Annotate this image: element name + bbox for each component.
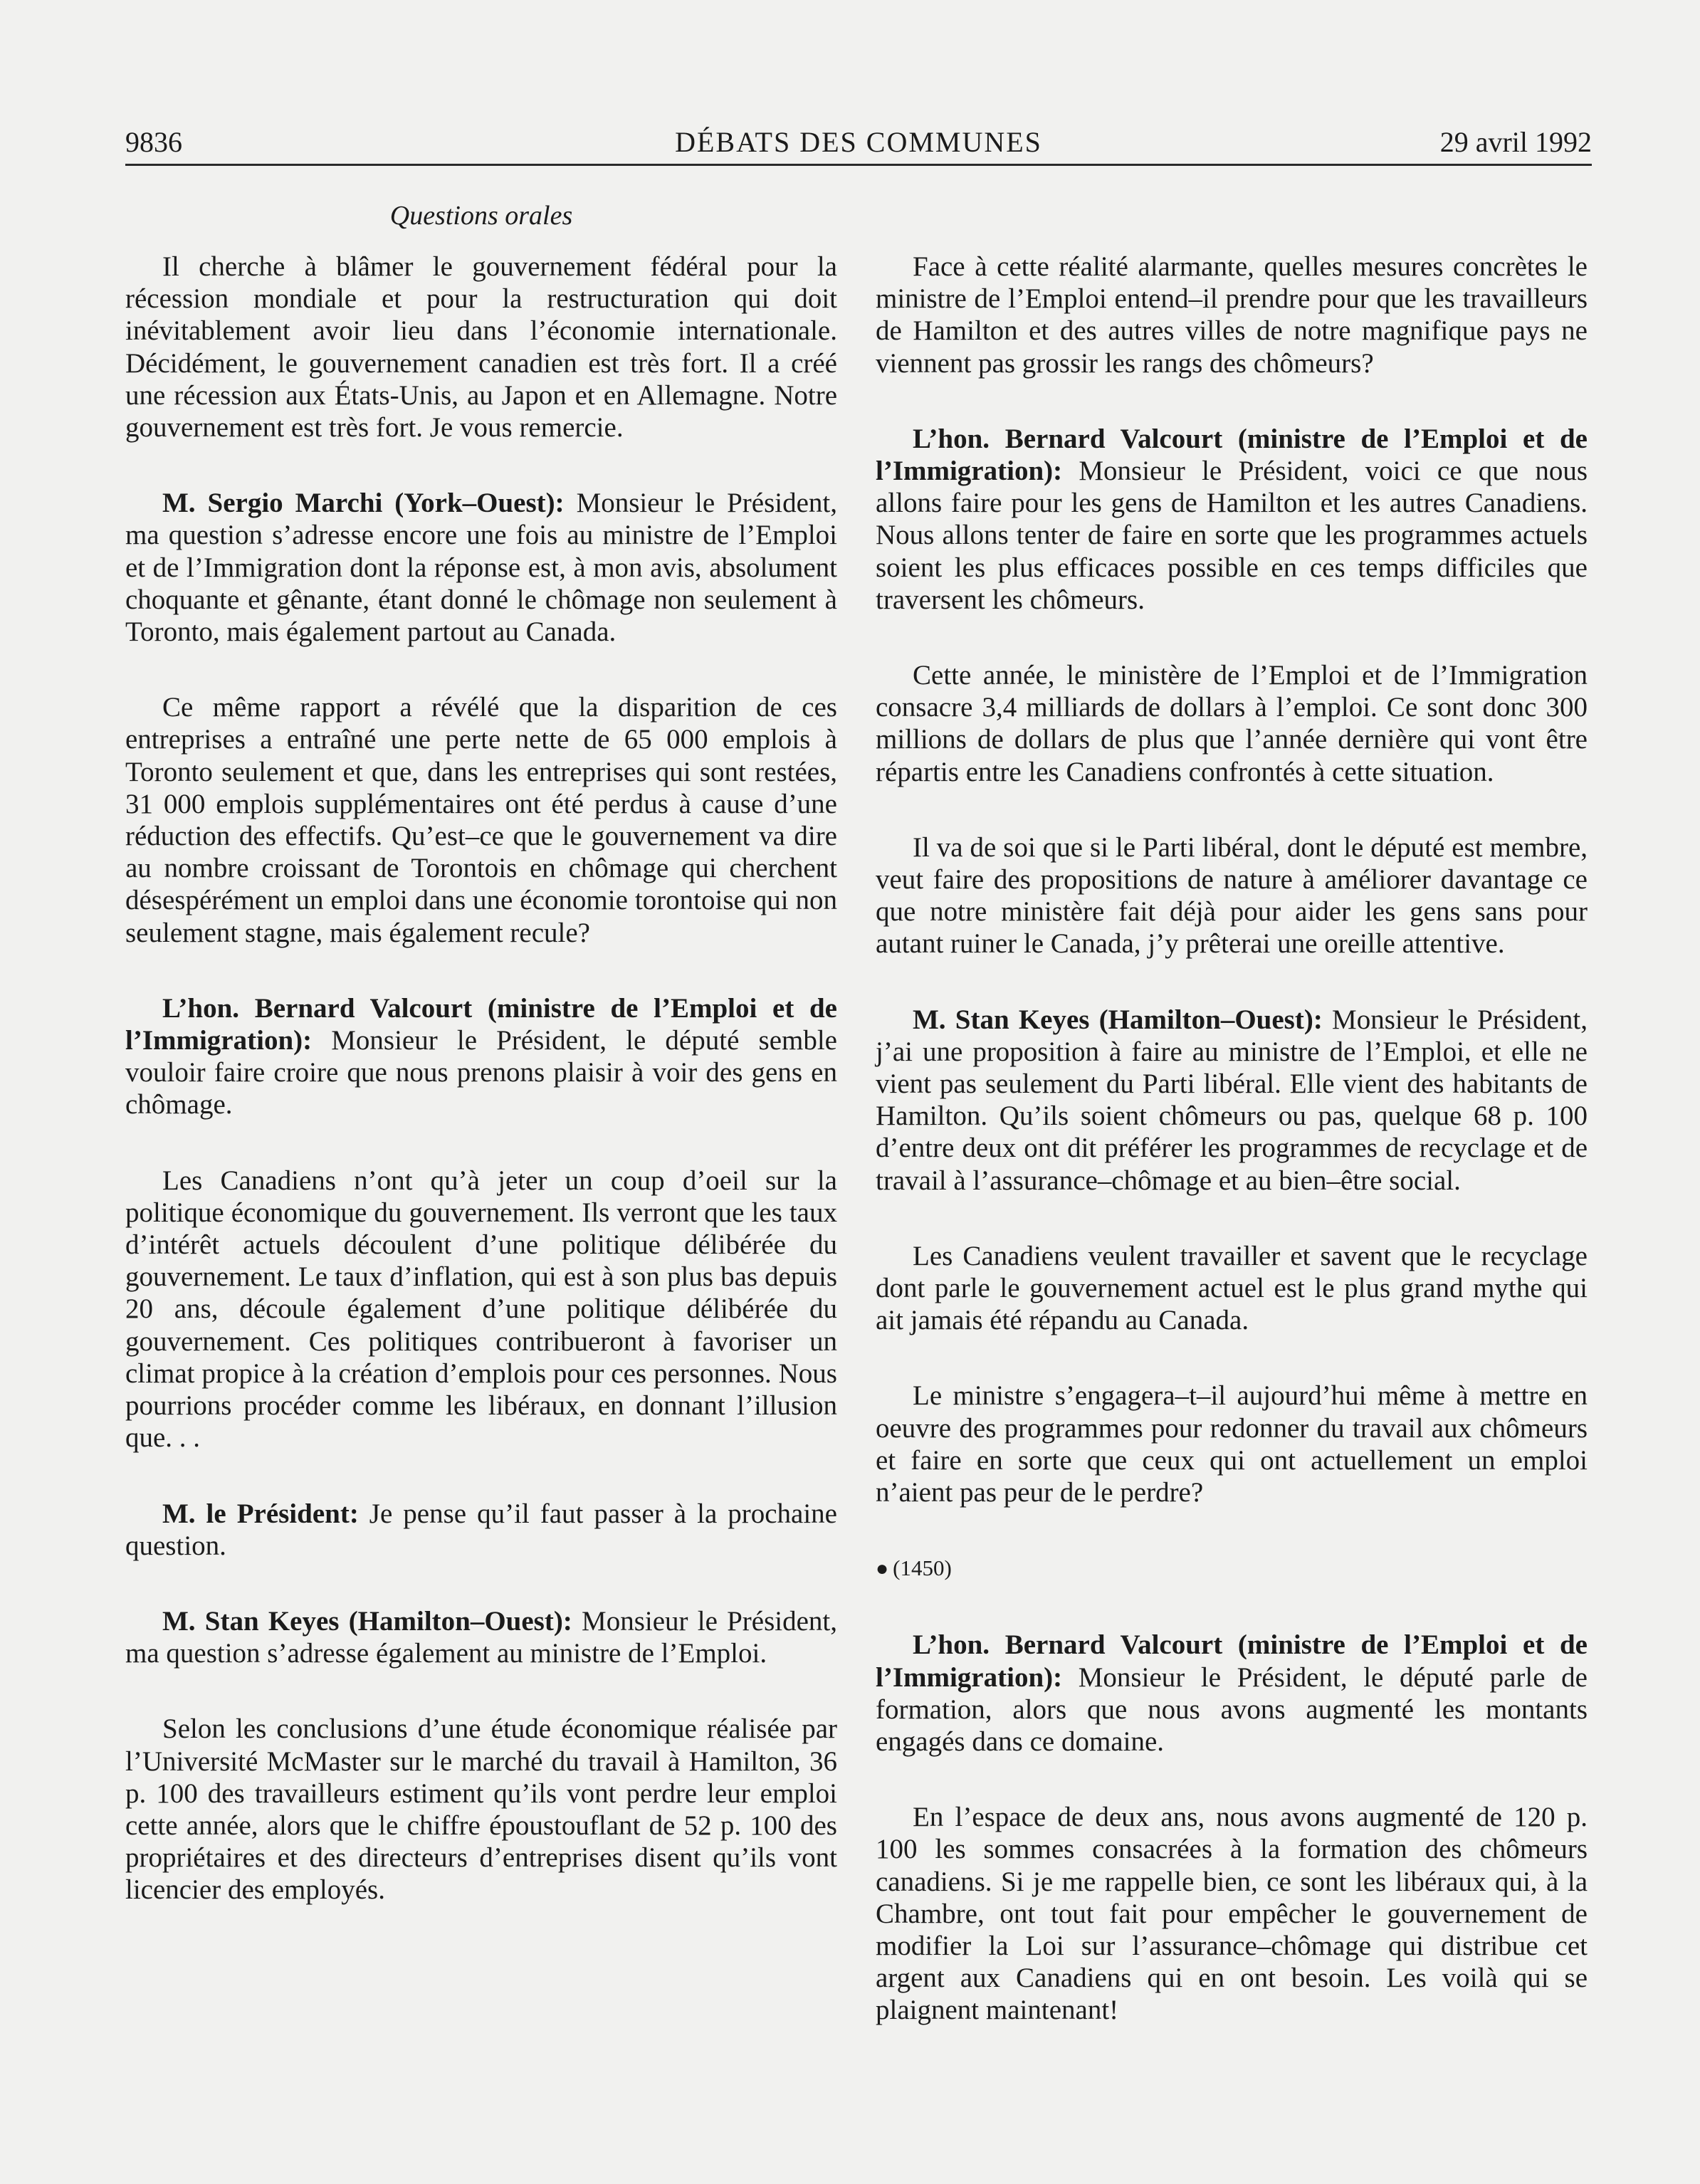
paragraph-text: Cette année, le ministère de l’Emploi et de l’Immigration consacre 3,4 milliards de dollars à l’emploi. Ce sont donc 300 millions de dollars de plus que l’année dernière qui vont être répartis entre les Canadiens confrontés à cette situation.	[876, 660, 1588, 787]
speaker: M. le Président:	[162, 1498, 359, 1529]
speaker: M. Stan Keyes (Hamilton–Ouest):	[162, 1605, 572, 1637]
time-marker	[876, 1552, 1588, 1585]
paragraph	[125, 992, 837, 1121]
paragraph-text: Il va de soi que si le Parti libéral, dont le député est membre, veut faire des propositions de nature à améliorer davantage ce que notre ministère fait déjà pour aider les gens sans pour autant ruiner le Canada, j’y prêterai une oreille attentive.	[876, 831, 1588, 960]
paragraph	[125, 1498, 837, 1562]
speaker: L’hon. Bernard Valcourt (ministre de l’Emploi et de l’Immigration):	[876, 423, 1588, 487]
paragraph	[125, 1165, 837, 1454]
paragraph-text: Les Canadiens veulent travailler et savent que le recyclage dont parle le gouvernement actuel est le plus grand mythe qui ait jamais été répandu au Canada.	[876, 1240, 1588, 1336]
paragraph-text: Monsieur le Président, le député semble vouloir faire croire que nous prenons plaisir à voir des gens en chômage.	[125, 1025, 837, 1120]
paragraph	[876, 1629, 1588, 1758]
paragraph-text: Les Canadiens n’ont qu’à jeter un coup d’oeil sur la politique économique du gouvernement. Ils verront que les taux d’intérêt actuels découlent d’une politique délibérée du gouvernement. Le taux d’inflation, qui est à son plus bas depuis 20 ans, découle également d’une politique délibérée du gouvernement. Ces politiques contribueront à favoriser un climat propice à la création d’emplois pour ces personnes. Nous pourrions procéder comme les libéraux, en donnant l’illusion que. . .	[125, 1165, 837, 1454]
paragraph-text: Je pense qu’il faut passer à la prochaine question.	[125, 1498, 837, 1561]
speaker: L’hon. Bernard Valcourt (ministre de l’Emploi et de l’Immigration):	[125, 992, 837, 1056]
paragraph-text: Le ministre s’engagera–t–il aujourd’hui même à mettre en oeuvre des programmes pour redonner du travail aux chômeurs et faire en sorte que ceux qui ont actuellement un emploi n’aient pas peur de le perdre?	[876, 1380, 1588, 1508]
speaker: L’hon. Bernard Valcourt (ministre de l’Emploi et de l’Immigration):	[876, 1629, 1588, 1693]
page-number: 9836	[125, 126, 182, 158]
speaker: M. Stan Keyes (Hamilton–Ouest):	[913, 1004, 1323, 1035]
paragraph-text: Monsieur le Président, voici ce que nous allons faire pour les gens de Hamilton et les autres Canadiens. Nous allons tenter de faire en sorte que les programmes actuels soient les plus efficaces possible en ces temps difficiles que traversent les chômeurs.	[876, 456, 1588, 615]
paragraph	[876, 1004, 1588, 1197]
paragraph	[876, 831, 1588, 960]
publication-date: 29 avril 1992	[1439, 126, 1592, 158]
paragraph-text: Monsieur le Président, le député parle de formation, alors que nous avons augmenté les montants engagés dans ce domaine.	[876, 1661, 1588, 1757]
publication-title: DÉBATS DES COMMUNES	[675, 126, 1042, 158]
paragraph	[125, 1713, 837, 1906]
bullet-icon: ●	[876, 1557, 889, 1581]
right-column	[876, 251, 1588, 2070]
paragraph	[876, 1801, 1588, 2026]
paragraph-text: Il cherche à blâmer le gouvernement fédéral pour la récession mondiale et pour la restructuration qui doit inévitablement avoir lieu dans l’économie internationale. Décidément, le gouvernement canadien est très fort. Il a créé une récession aux États-Unis, au Japon et en Allemagne. Notre gouvernement est très fort. Je vous remercie.	[125, 251, 837, 443]
speaker: M. Sergio Marchi (York–Ouest):	[162, 488, 565, 519]
paragraph	[125, 691, 837, 949]
paragraph	[125, 1605, 837, 1669]
paragraph	[876, 251, 1588, 379]
paragraph-text: Monsieur le Président, j’ai une proposition à faire au ministre de l’Emploi, et elle ne vient pas seulement du Parti libéral. Elle vient des habitants de Hamilton. Qu’ils soient chômeurs ou pas, quelque 68 p. 100 d’entre deux ont dit préférer les programmes de recyclage et de travail à l’assurance–chômage et au bien–être social.	[876, 1004, 1588, 1196]
paragraph	[876, 659, 1588, 788]
paragraph	[876, 1380, 1588, 1508]
paragraph-text: Face à cette réalité alarmante, quelles mesures concrètes le ministre de l’Emploi entend–il prendre pour que les travailleurs de Hamilton et des autres villes de notre magnifique pays ne viennent pas grossir les rangs des chômeurs?	[876, 251, 1588, 379]
time-marker-text: (1450)	[893, 1555, 952, 1581]
paragraph	[876, 423, 1588, 616]
page-header	[125, 121, 1592, 166]
paragraph	[876, 1240, 1588, 1337]
paragraph-text: Monsieur le Président, ma question s’adresse également au ministre de l’Emploi.	[125, 1605, 837, 1669]
paragraph	[125, 487, 837, 648]
paragraph-text: Ce même rapport a révélé que la disparition de ces entreprises a entraîné une perte nette de 65 000 emplois à Toronto seulement et que, dans les entreprises qui sont restées, 31 000 emplois supplémentaires ont été perdus à cause d’une réduction des effectifs. Qu’est–ce que le gouvernement va dire au nombre croissant de Torontois en chômage qui cherchent désespérément un emploi dans une économie torontoise qui non seulement stagne, mais également recule?	[125, 692, 837, 948]
paragraph	[125, 251, 837, 443]
left-column	[125, 251, 837, 1950]
section-title: Questions orales	[389, 201, 573, 231]
paragraph-text: En l’espace de deux ans, nous avons augmenté de 120 p. 100 les sommes consacrées à la formation des chômeurs canadiens. Si je me rappelle bien, ce sont les libéraux qui, à la Chambre, ont tout fait pour empêcher le gouvernement de modifier la Loi sur l’assurance–chômage qui distribue cet argent aux Canadiens qui en ont besoin. Les voilà qui se plaignent maintenant!	[876, 1802, 1588, 2026]
paragraph-text: Selon les conclusions d’une étude économique réalisée par l’Université McMaster sur le marché du travail à Hamilton, 36 p. 100 des travailleurs estiment qu’ils vont perdre leur emploi cette année, alors que le chiffre époustouflant de 52 p. 100 des propriétaires et des directeurs d’entreprises disent qu’ils vont licencier des employés.	[125, 1713, 837, 1906]
paragraph-text: Monsieur le Président, ma question s’adresse encore une fois au ministre de l’Emploi et de l’Immigration dont la réponse est, à mon avis, absolument choquante et gênante, étant donné le chômage non seulement à Toronto, mais également partout au Canada.	[125, 488, 838, 648]
